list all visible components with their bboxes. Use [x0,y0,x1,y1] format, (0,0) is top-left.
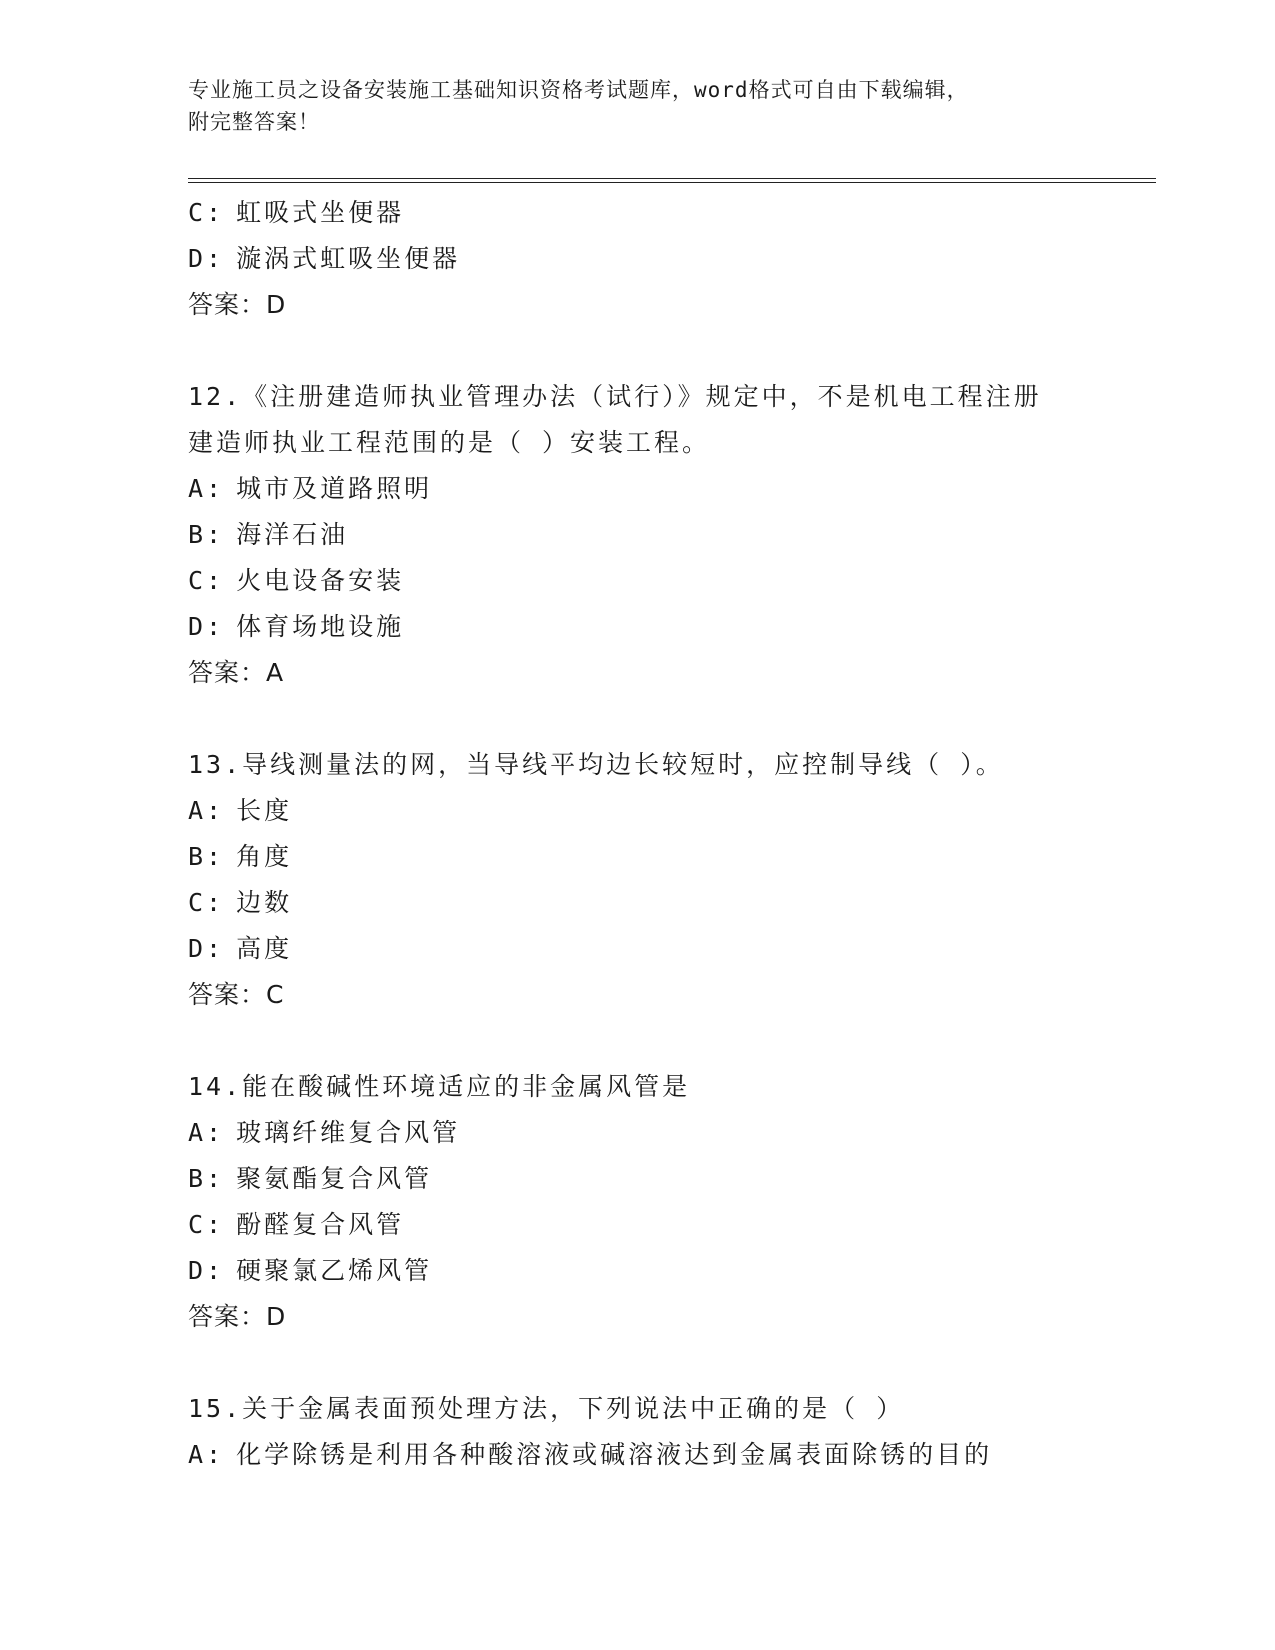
question-stem-continued: 建造师执业工程范围的是（ ）安装工程。 [188,428,711,457]
question-number: 13. [188,750,243,779]
option-label: B: [188,520,225,549]
option-text: 酚醛复合风管 [236,1210,405,1239]
question-stem [188,1386,1148,1432]
question-stem [188,1064,1148,1110]
option-row [188,236,1148,282]
option-row [188,512,1148,558]
option-text: 体育场地设施 [236,612,405,641]
option-text: 虹吸式坐便器 [236,198,405,227]
question-block-prev [188,190,1148,328]
document-header [188,74,1088,138]
option-text: 城市及道路照明 [236,474,433,503]
option-row [188,604,1148,650]
option-label: A: [188,1440,225,1469]
question-stem [188,742,1148,788]
option-row [188,1432,1148,1478]
answer-line: 答案：D [188,290,287,319]
header-rule-top [188,178,1156,179]
option-text: 漩涡式虹吸坐便器 [236,244,461,273]
question-block-12 [188,374,1148,696]
option-row [188,788,1148,834]
option-row [188,880,1148,926]
question-text: 关于金属表面预处理方法，下列说法中正确的是（ ） [242,1394,905,1423]
spacer [188,1340,1148,1386]
answer-line: 答案：D [188,1302,287,1331]
question-stem [188,374,1148,420]
question-number: 15. [188,1394,243,1423]
option-text: 火电设备安装 [236,566,405,595]
option-row [188,1202,1148,1248]
option-text: 化学除锈是利用各种酸溶液或碱溶液达到金属表面除锈的目的 [236,1440,993,1469]
question-list [188,190,1148,1478]
header-line-2: 附完整答案！ [188,110,320,134]
header-rule-bottom [188,182,1156,183]
option-text: 边数 [236,888,293,917]
option-label: D: [188,612,225,641]
option-label: C: [188,198,225,227]
option-row [188,466,1148,512]
answer-line: 答案：C [188,980,285,1009]
option-text: 长度 [236,796,293,825]
spacer [188,328,1148,374]
option-text: 角度 [236,842,293,871]
option-row [188,190,1148,236]
option-label: A: [188,474,225,503]
question-number: 14. [188,1072,243,1101]
header-line-1: 专业施工员之设备安装施工基础知识资格考试题库，word格式可自由下载编辑， [188,78,969,102]
option-row [188,558,1148,604]
option-label: D: [188,244,225,273]
option-label: D: [188,1256,225,1285]
option-label: B: [188,842,225,871]
option-label: D: [188,934,225,963]
option-label: A: [188,796,225,825]
option-text: 高度 [236,934,293,963]
option-text: 聚氨酯复合风管 [236,1164,433,1193]
spacer [188,696,1148,742]
option-label: B: [188,1164,225,1193]
option-label: C: [188,1210,225,1239]
option-text: 海洋石油 [236,520,349,549]
question-number: 12. [188,382,243,411]
question-block-15 [188,1386,1148,1478]
option-label: C: [188,888,225,917]
answer-line: 答案：A [188,658,285,687]
option-label: C: [188,566,225,595]
option-row [188,1110,1148,1156]
option-label: A: [188,1118,225,1147]
option-row [188,1248,1148,1294]
question-text: 《注册建造师执业管理办法（试行）》规定中，不是机电工程注册 [242,382,1042,411]
question-block-14 [188,1064,1148,1340]
option-row [188,926,1148,972]
question-text: 能在酸碱性环境适应的非金属风管是 [242,1072,691,1101]
question-block-13 [188,742,1148,1018]
option-text: 玻璃纤维复合风管 [236,1118,461,1147]
option-row [188,834,1148,880]
option-text: 硬聚氯乙烯风管 [236,1256,433,1285]
option-row [188,1156,1148,1202]
question-text: 导线测量法的网，当导线平均边长较短时，应控制导线（ ）。 [242,750,1004,779]
spacer [188,1018,1148,1064]
